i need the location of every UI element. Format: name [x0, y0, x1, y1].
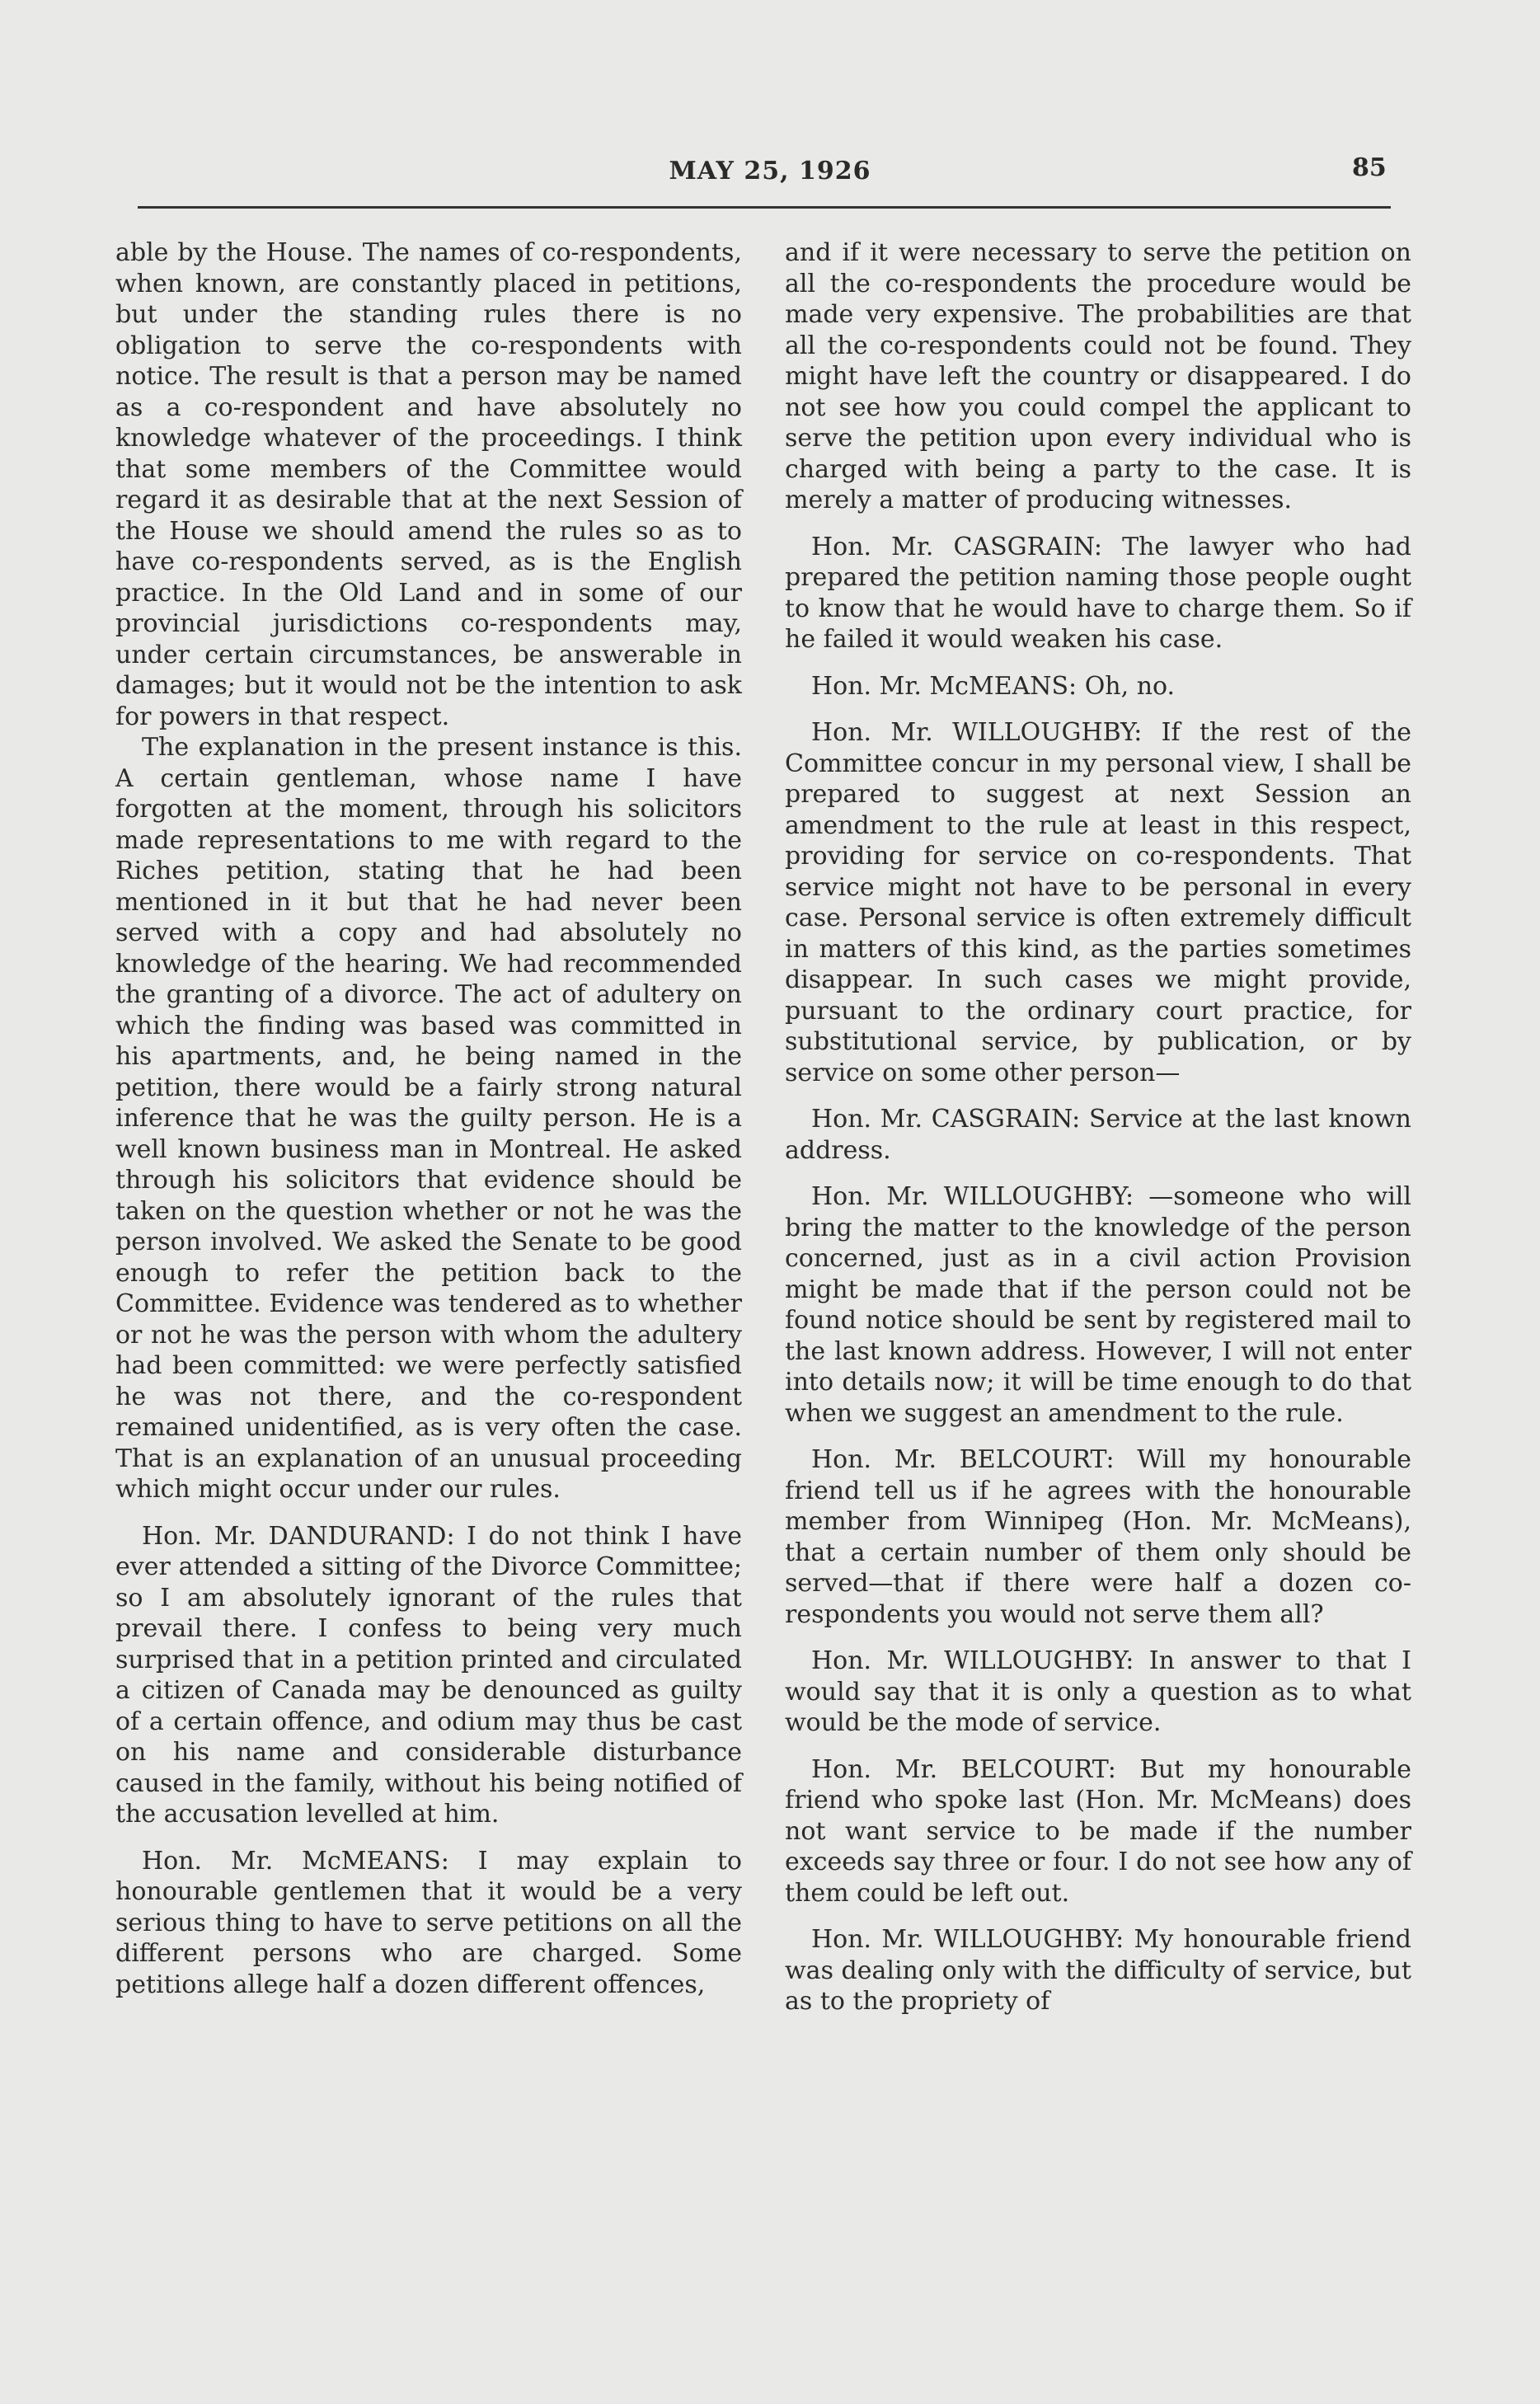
page-date: MAY 25, 1926: [669, 157, 871, 185]
paragraph: The explanation in the present instance is this. A certain gentleman, whose name I have forgotten at the moment, through his solicitors made representations to me with regard to the Riches petition, stating that he had been mentioned in it but that he had never been served with a copy and had absolutely no knowledge of the hearing. We had recommended the granting of a divorce. The act of adultery on which the finding was based was committed in his apartments, and, he being named in the petition, there would be a fairly strong natural inference that he was the guilty person. He is a well known business man in Montreal. He asked through his solicitors that evidence should be taken on the question whether or not he was the person involved. We asked the Senate to be good enough to refer the petition back to the Committee. Evidence was tendered as to whether or not he was the person with whom the adultery had been committed: we were perfectly satisfied he was not there, and the co-respondent remained unidentified, as is very often the case. That is an explanation of an unusual proceeding which might occur under our rules.: [115, 733, 742, 1504]
paragraph: and if it were necessary to serve the petition on all the co-respondents the procedure would be made very expensive. The probabilities are that all the co-respondents could not be found. They might have left the country or disappeared. I do not see how you could compel the applicant to serve the petition upon every individual who is charged with being a party to the case. It is merely a matter of producing witnesses.: [785, 238, 1411, 514]
speaker-paragraph: Hon. Mr. WILLOUGHBY: In answer to that I would say that it is only a question as to what would be the mode of service.: [785, 1646, 1411, 1737]
speaker-paragraph: Hon. Mr. BELCOURT: But my honourable friend who spoke last (Hon. Mr. McMeans) does not want service to be made if the number exceeds say three or four. I do not see how any of them could be left out.: [785, 1754, 1411, 1908]
speaker-paragraph: Hon. Mr. WILLOUGHBY: If the rest of the Committee concur in my personal view, I shall be prepared to suggest at next Session an amendment to the rule at least in this respect, providing for service on co-respondents. That service might not have to be personal in every case. Personal service is often extremely difficult in matters of this kind, as the parties sometimes disappear. In such cases we might provide, pursuant to the ordinary court practice, for substitutional service, by publication, or by service on some other person—: [785, 718, 1411, 1087]
speaker-paragraph: Hon. Mr. BELCOURT: Will my honourable friend tell us if he agrees with the honourable member from Winnipeg (Hon. Mr. McMeans), that a certain number of them only should be served—that if there were half a dozen co-respondents you would not serve them all?: [785, 1445, 1411, 1629]
speaker-paragraph: Hon. Mr. WILLOUGHBY: My honourable friend was dealing only with the difficulty of service, but as to the propriety of: [785, 1925, 1411, 2016]
speaker-paragraph: Hon. Mr. DANDURAND: I do not think I have ever attended a sitting of the Divorce Committee; so I am absolutely ignorant of the rules that prevail there. I confess to being very much surprised that in a petition printed and circulated a citizen of Canada may be denounced as guilty of a certain offence, and odium may thus be cast on his name and considerable disturbance caused in the family, without his being notified of the accusation levelled at him.: [115, 1521, 742, 1829]
speaker-paragraph: Hon. Mr. WILLOUGHBY: —someone who will bring the matter to the knowledge of the person concerned, just as in a civil action Provision might be made that if the person could not be found notice should be sent by registered mail to the last known address. However, I will not enter into details now; it will be time enough to do that when we suggest an amendment to the rule.: [785, 1182, 1411, 1428]
left-column: [115, 237, 742, 2016]
speaker-paragraph: Hon. Mr. McMEANS: Oh, no.: [811, 671, 1176, 701]
right-column: [785, 237, 1411, 2033]
paragraph: able by the House. The names of co-respondents, when known, are constantly placed in petitions, but under the standing rules there is no obligation to serve the co-respondents with notice. The result is that a person may be named as a co-respondent and have absolutely no knowledge whatever of the proceedings. I think that some members of the Committee would regard it as desirable that at the next Session of the House we should amend the rules so as to have co-respondents served, as is the English practice. In the Old Land and in some of our provincial jurisdictions co-respondents may, under certain circumstances, be answerable in damages; but it would not be the intention to ask for powers in that respect.: [115, 238, 742, 731]
page-number: 85: [1352, 153, 1387, 182]
speaker-paragraph: Hon. Mr. McMEANS: I may explain to honourable gentlemen that it would be a very serious thing to have to serve petitions on all the different persons who are charged. Some petitions allege half a dozen different offences,: [115, 1846, 742, 1999]
speaker-paragraph: Hon. Mr. CASGRAIN: The lawyer who had prepared the petition naming those people ought to know that he would have to charge them. So if he failed it would weaken his case.: [785, 532, 1411, 654]
header-rule: [138, 206, 1391, 209]
speaker-paragraph: Hon. Mr. CASGRAIN: Service at the last known address.: [785, 1105, 1411, 1165]
